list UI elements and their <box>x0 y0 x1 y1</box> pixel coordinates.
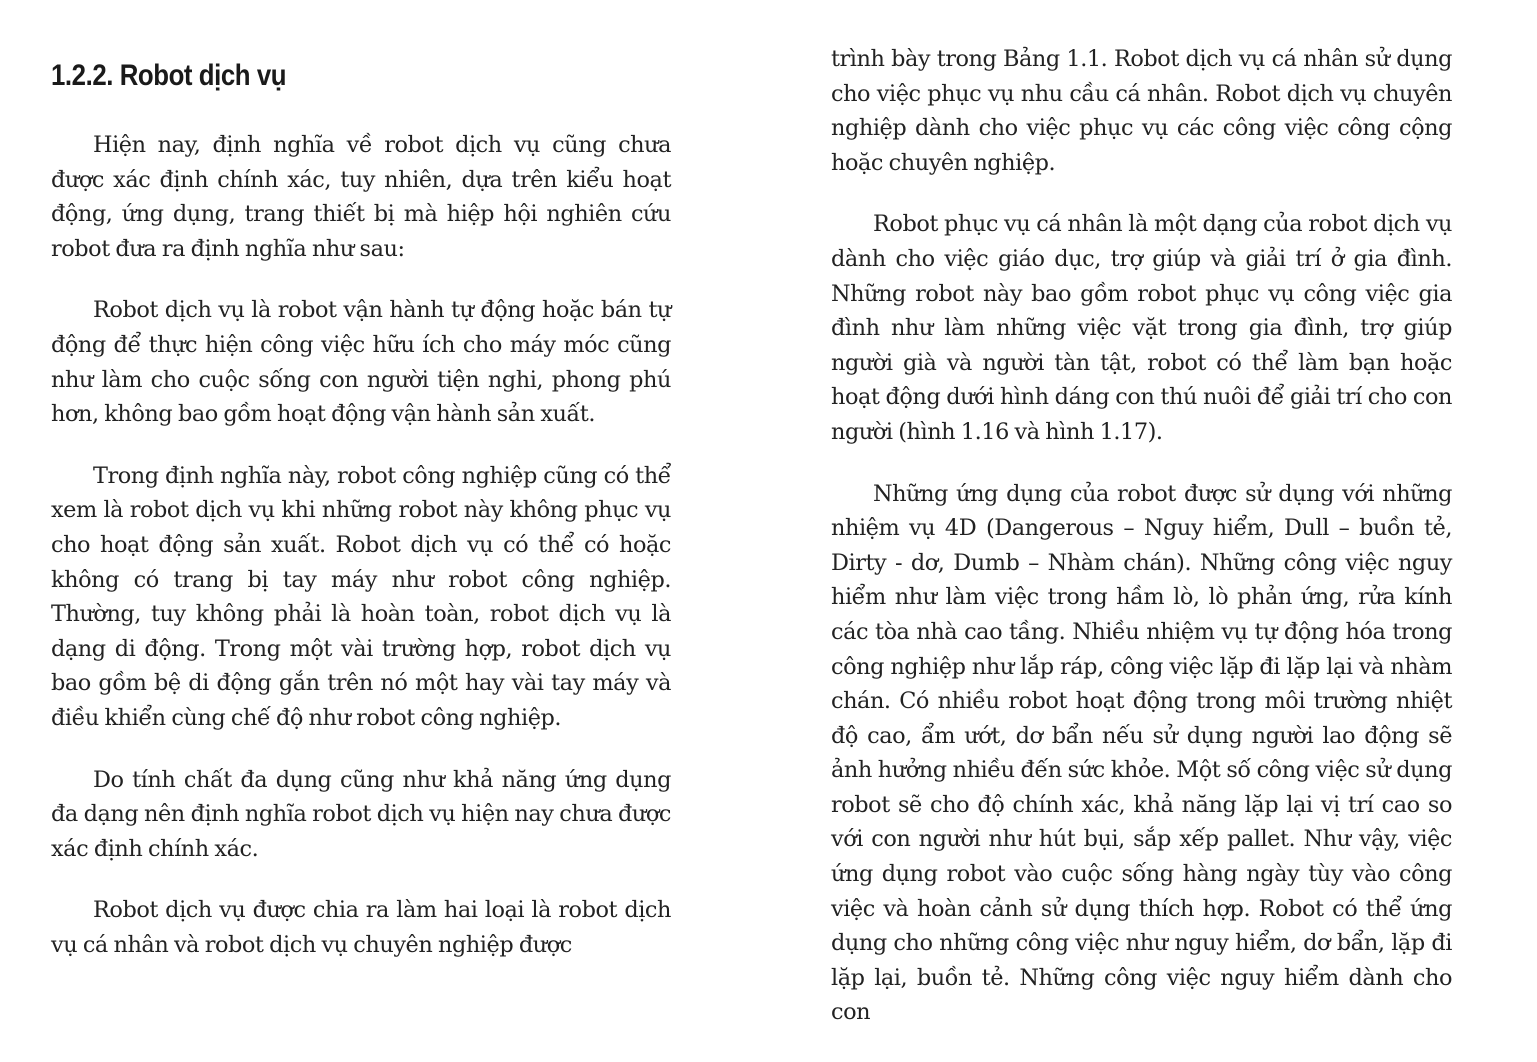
paragraph: Robot phục vụ cá nhân là một dạng của robot dịch vụ dành cho việc giáo dục, trợ giúp và giải trí ở gia đình. Những robot này bao gồm robot phục vụ công việc gia đình như làm những việc vặt trong gia đình, trợ giúp người già và người tàn tật, robot có thể làm bạn hoặc hoạt động dưới hình dáng con thú nuôi để giải trí cho con người (hình 1.16 và hình 1.17). <box>831 211 1452 445</box>
paragraph-continued: trình bày trong Bảng 1.1. Robot dịch vụ cá nhân sử dụng cho việc phục vụ nhu cầu cá nhân. Robot dịch vụ chuyên nghiệp dành cho việc phục vụ các công việc công cộng hoặc chuyên nghiệp. <box>831 46 1452 176</box>
paragraph: Trong định nghĩa này, robot công nghiệp cũng có thể xem là robot dịch vụ khi những robot này không phục vụ cho hoạt động sản xuất. Robot dịch vụ có thể có hoặc không có trang bị tay máy như robot công nghiệp. Thường, tuy không phải là hoàn toàn, robot dịch vụ là dạng di động. Trong một vài trường hợp, robot dịch vụ bao gồm bệ di động gắn trên nó một hay vài tay máy và điều khiển cùng chế độ như robot công nghiệp. <box>51 462 671 731</box>
left-page <box>51 54 671 989</box>
paragraph: Robot dịch vụ là robot vận hành tự động hoặc bán tự động để thực hiện công việc hữu ích cho máy móc cũng như làm cho cuộc sống con người tiện nghi, phong phú hơn, không bao gồm hoạt động vận hành sản xuất. <box>51 297 671 428</box>
paragraph: Hiện nay, định nghĩa về robot dịch vụ cũng chưa được xác định chính xác, tuy nhiên, dựa trên kiểu hoạt động, ứng dụng, trang thiết bị mà hiệp hội nghiên cứu robot đưa ra định nghĩa như sau: <box>51 132 671 262</box>
paragraph: Những ứng dụng của robot được sử dụng với những nhiệm vụ 4D (Dangerous – Nguy hiểm, Dull – buồn tẻ, Dirty - dơ, Dumb – Nhàm chán). Những công việc nguy hiểm như làm việc trong hầm lò, lò phản ứng, rửa kính các tòa nhà cao tầng. Nhiều nhiệm vụ tự động hóa trong công nghiệp như lắp ráp, công việc lặp đi lặp lại và nhàm chán. Có nhiều robot hoạt động trong môi trường nhiệt độ cao, ẩm ướt, dơ bẩn nếu sử dụng người lao động sẽ ảnh hưởng nhiều đến sức khỏe. Một số công việc sử dụng robot sẽ cho độ chính xác, khả năng lặp lại vị trí cao so với con người như hút bụi, sắp xếp pallet. Như vậy, việc ứng dụng robot vào cuộc sống hàng ngày tùy vào công việc và hoàn cảnh sử dụng thích hợp. Robot có thể ứng dụng cho những công việc như nguy hiểm, dơ bẩn, lặp đi lặp lại, buồn tẻ. Những công việc nguy hiểm dành cho con <box>831 480 1452 1026</box>
section-heading: 1.2.2. Robot dịch vụ <box>51 59 287 92</box>
right-page <box>831 42 1452 1057</box>
paragraph: Robot dịch vụ được chia ra làm hai loại là robot dịch vụ cá nhân và robot dịch vụ chuyên nghiệp được <box>51 897 671 958</box>
paragraph: Do tính chất đa dụng cũng như khả năng ứng dụng đa dạng nên định nghĩa robot dịch vụ hiện nay chưa được xác định chính xác. <box>51 766 671 862</box>
